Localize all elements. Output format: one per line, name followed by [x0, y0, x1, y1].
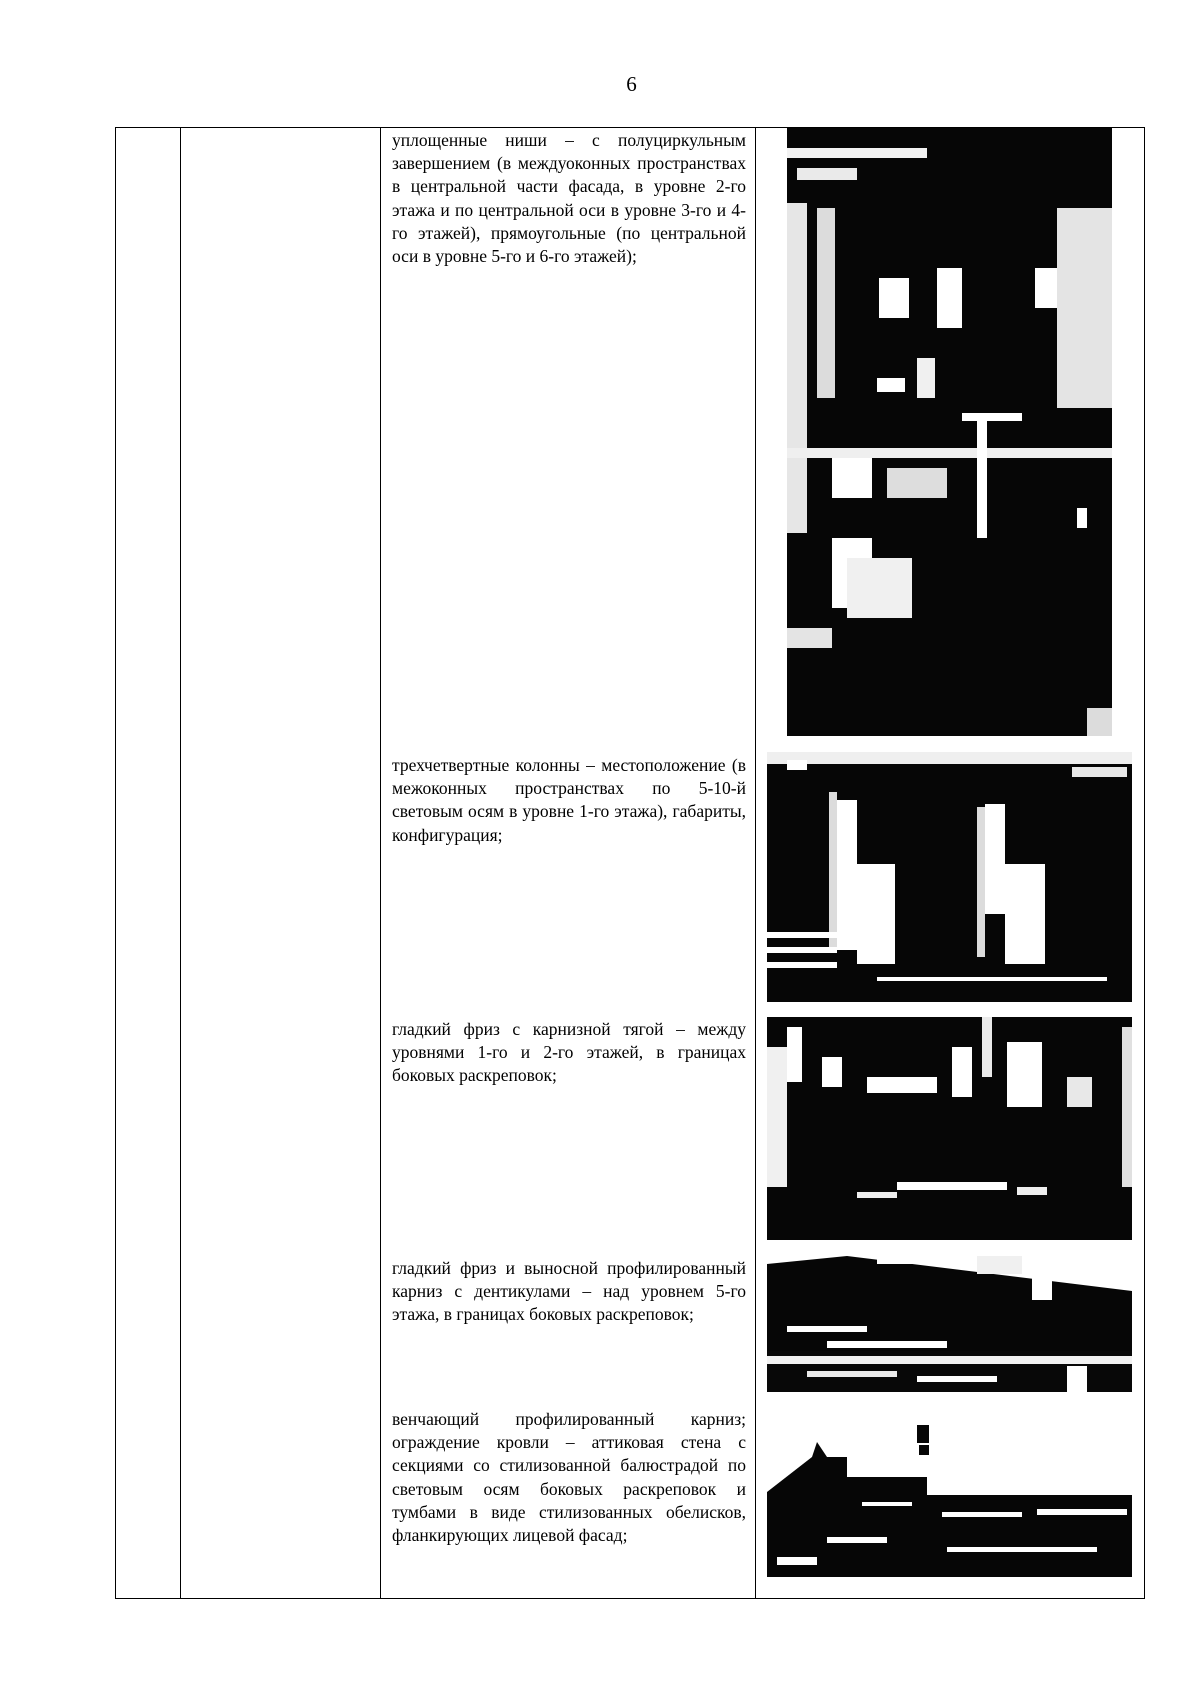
column-divider-2 [380, 128, 381, 1598]
column-divider-1 [180, 128, 181, 1598]
page-number: 6 [626, 72, 637, 96]
facade-photo-columns [767, 752, 1132, 1002]
facade-photo-niches [787, 128, 1112, 736]
description-text: гладкий фриз с карнизной тягой – между уровнями 1-го и 2-го этажей, в границах боковых раскреповок; [392, 1019, 746, 1086]
facade-photo-cornice [767, 1256, 1132, 1392]
description-text: гладкий фриз и выносной профилированный карниз с дентикулами – над уровнем 5-го этажа, в границах боковых раскреповок; [392, 1258, 746, 1325]
description-text: трехчетвертные колонны – местоположение (в межоконных пространствах по 5-10-й световым осям в уровне 1-го этажа), габариты, конфигурация; [392, 755, 746, 845]
facade-photo-frieze [767, 1017, 1132, 1240]
facade-photo-crowning [767, 1417, 1132, 1577]
column-divider-3 [755, 128, 756, 1598]
description-text: венчающий профилированный карниз; ограждение кровли – аттиковая стена с секциями со стилизованной балюстрадой по световым осям боковых раскреповок и тумбами в виде стилизованных обелисков, фланкирующих лицевой фасад; [392, 1409, 746, 1546]
description-text: уплощенные ниши – с полуциркульным завершением (в междуоконных пространствах в центральной части фасада, в уровне 2-го этажа и по центральной оси в уровне 3-го и 4-го этажей), прямоугольные (по центральной оси в уровне 5-го и 6-го этажей); [392, 130, 746, 267]
